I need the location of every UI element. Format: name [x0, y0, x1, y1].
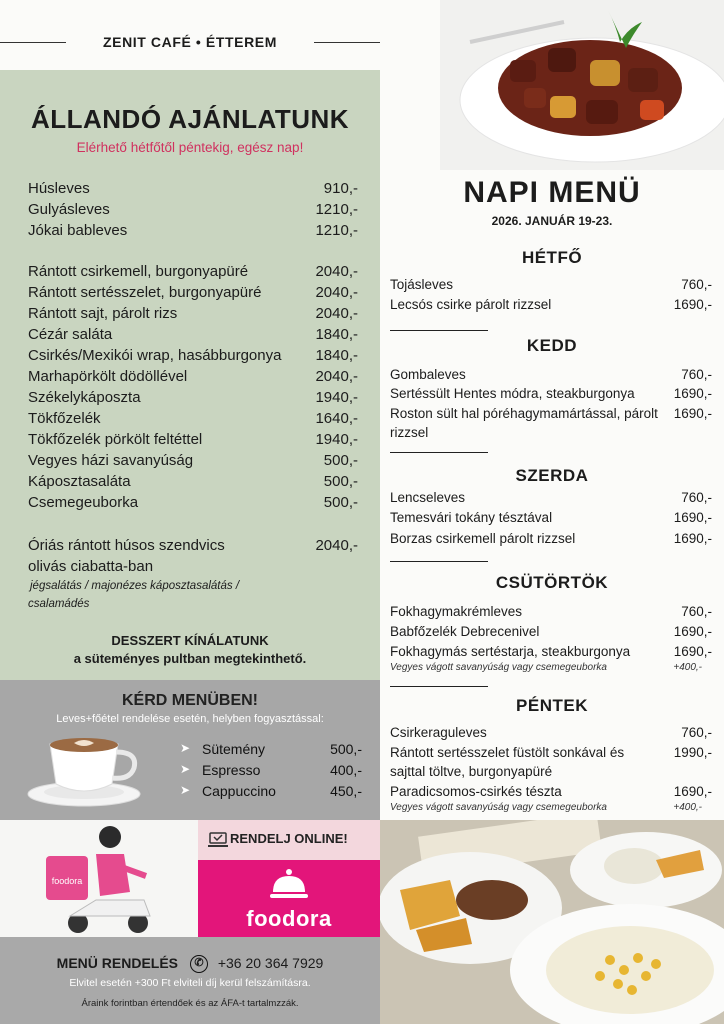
daily-item-price: 760,- — [681, 490, 712, 505]
menu-item-name: Jókai bableves — [28, 222, 128, 239]
menu-item-name: Székelykáposzta — [28, 389, 141, 406]
daily-item — [390, 529, 712, 548]
side-note-text: Vegyes vágott savanyúság vagy csemegeuborka — [390, 662, 607, 673]
day-divider — [390, 452, 488, 453]
dessert-info — [0, 632, 380, 668]
daily-item — [390, 622, 712, 641]
menu-item-price: 2040,- — [315, 284, 358, 301]
menu-item-price: 1940,- — [315, 389, 358, 406]
dessert-title: DESSZERT KÍNÁLATUNK — [111, 633, 269, 648]
menu-item — [28, 284, 358, 305]
combo-subtitle: Leves+főétel rendelése esetén, helyben fogyasztással: — [56, 713, 324, 725]
day-heading-tuesday: KEDD — [526, 336, 578, 355]
daily-menu-date: 2026. JANUÁR 19-23. — [491, 214, 613, 228]
menu-item — [28, 326, 358, 347]
phone-icon: ✆ — [190, 955, 208, 973]
brand-line-right — [314, 42, 380, 43]
courier-illustration — [0, 820, 198, 937]
sandwich-item — [28, 537, 358, 558]
daily-item — [390, 404, 712, 442]
menu-item-price: 1640,- — [315, 410, 358, 427]
daily-item-price: 1690,- — [673, 644, 712, 659]
daily-item-name: Babfőzelék Debrecenivel — [390, 624, 540, 639]
daily-item — [390, 642, 712, 661]
daily-item-name: Fokhagymakrémleves — [390, 604, 523, 619]
sandwich-detail — [28, 558, 358, 579]
menu-item-name: Húsleves — [28, 180, 90, 197]
menu-item-name: Gulyásleves — [28, 201, 110, 218]
menu-item-name: Csemegeuborka — [28, 494, 139, 511]
combo-item-name: Sütemény — [202, 741, 266, 757]
daily-item-price: 1690,- — [673, 784, 712, 799]
menu-item-price: 2040,- — [315, 305, 358, 322]
laptop-order-icon — [208, 830, 228, 850]
day-heading-friday: PÉNTEK — [516, 696, 588, 715]
beef-stew-image — [440, 0, 724, 170]
combo-item — [180, 783, 362, 803]
daily-item-name: Lecsós csirke párolt rizzsel — [390, 297, 552, 312]
svg-text:foodora: foodora — [51, 876, 83, 886]
menu-item-price: 1840,- — [315, 326, 358, 343]
delivery-courier-icon — [0, 820, 198, 937]
daily-item-price: 760,- — [681, 604, 712, 619]
vat-note: Áraink forintban értendőek és az ÁFA-t tartalmzzák. — [81, 998, 299, 1009]
combo-item-name: Cappuccino — [202, 783, 276, 799]
daily-item-name: Tojásleves — [390, 277, 454, 292]
stew-photo — [440, 0, 724, 170]
delivery-fee-note: Elvitel esetén +300 Ft elviteli díj kerül felszámításra. — [69, 977, 311, 989]
sandwich-price: 2040,- — [315, 537, 358, 554]
menu-item-price: 500,- — [323, 473, 358, 490]
daily-side-note — [390, 802, 702, 813]
daily-item-price: 1690,- — [673, 297, 712, 312]
combo-title: KÉRD MENÜBEN! — [122, 692, 258, 709]
day-divider — [390, 330, 488, 331]
menu-item — [28, 410, 358, 431]
coffee-cup-icon — [22, 730, 152, 812]
combo-item — [180, 762, 362, 782]
menu-item-price: 2040,- — [315, 368, 358, 385]
daily-item — [390, 295, 712, 314]
dishes-photo — [380, 820, 724, 1024]
menu-item-name: Tökfőzelék pörkölt feltéttel — [28, 431, 203, 448]
menu-item-price: 910,- — [323, 180, 358, 197]
menu-item — [28, 305, 358, 326]
menu-item — [28, 389, 358, 410]
daily-item-name: Borzas csirkemell párolt rizzsel — [390, 531, 576, 546]
side-note-price: +400,- — [673, 662, 702, 673]
menu-item — [28, 201, 358, 222]
menu-item-name: Rántott sertésszelet, burgonyapüré — [28, 284, 262, 301]
combo-item-name: Espresso — [202, 762, 261, 778]
permanent-subtitle: Elérhető hétfőtől péntekig, egész nap! — [76, 140, 304, 155]
phone-order-line — [0, 955, 380, 973]
daily-item-price: 1690,- — [673, 406, 712, 421]
menu-item — [28, 431, 358, 452]
menu-item-name: Cézár saláta — [28, 326, 113, 343]
daily-item-name: Sertéssült Hentes módra, steakburgonya — [390, 386, 635, 401]
menu-item-price: 2040,- — [315, 263, 358, 280]
daily-item-price: 760,- — [681, 277, 712, 292]
day-heading-monday: HÉTFŐ — [521, 248, 583, 267]
daily-item — [390, 488, 712, 507]
daily-item-price: 760,- — [681, 367, 712, 382]
daily-item-price: 1690,- — [673, 386, 712, 401]
daily-item-name: Fokhagymás sertéstarja, steakburgonya — [390, 644, 631, 659]
side-note-price: +400,- — [673, 802, 702, 813]
order-online-link[interactable] — [198, 820, 380, 860]
daily-item-name: Roston sült hal póréhagymamártással, párolt rizzsel — [390, 406, 658, 440]
menu-item — [28, 494, 358, 515]
menu-item — [28, 452, 358, 473]
menu-item-price: 1940,- — [315, 431, 358, 448]
brand-name: ZENIT CAFÉ • ÉTTEREM — [102, 34, 277, 50]
chevron-right-icon: ➤ — [180, 783, 191, 797]
daily-side-note — [390, 662, 702, 673]
daily-item — [390, 508, 712, 527]
menu-item — [28, 347, 358, 368]
combo-item — [180, 741, 362, 761]
daily-item-price: 1690,- — [673, 531, 712, 546]
foodora-button[interactable] — [198, 860, 380, 937]
combo-item-price: 500,- — [330, 741, 362, 757]
sandwich-name: Óriás rántott húsos szendvics — [28, 537, 225, 554]
side-note-text: Vegyes vágott savanyúság vagy csemegeuborka — [390, 802, 607, 813]
dessert-subtitle: a süteményes pultban megtekinthető. — [73, 651, 307, 666]
menu-item-name: Rántott csirkemell, burgonyapüré — [28, 263, 249, 280]
menu-item — [28, 180, 358, 201]
day-heading-wednesday: SZERDA — [515, 466, 589, 485]
menu-item — [28, 368, 358, 389]
daily-item — [390, 384, 712, 403]
permanent-title: ÁLLANDÓ AJÁNLATUNK — [30, 104, 350, 134]
menu-item-name: Rántott sajt, párolt rizs — [28, 305, 178, 322]
daily-item — [390, 743, 712, 781]
menu-item-price: 500,- — [323, 494, 358, 511]
sandwich-note-2: csalamádés — [28, 598, 90, 610]
sandwich-note-1: jégsalátás / majonézes káposztasalátás / — [30, 580, 240, 592]
daily-item-name: Csirkeraguleves — [390, 725, 487, 740]
daily-item — [390, 365, 712, 384]
daily-item-price: 1690,- — [673, 624, 712, 639]
plated-dishes-image — [380, 820, 724, 1024]
menu-item — [28, 263, 358, 284]
daily-item-name: Gombaleves — [390, 367, 466, 382]
order-online-label: RENDELJ ONLINE! — [230, 831, 348, 846]
daily-item-name: Paradicsomos-csirkés tészta — [390, 784, 562, 799]
daily-item-name: Temesvári tokány tésztával — [390, 510, 553, 525]
combo-item-price: 400,- — [330, 762, 362, 778]
menu-item-price: 1210,- — [315, 222, 358, 239]
daily-item-price: 1690,- — [673, 510, 712, 525]
menu-item-name: Káposztasaláta — [28, 473, 131, 490]
menu-item-price: 1840,- — [315, 347, 358, 364]
combo-item-price: 450,- — [330, 783, 362, 799]
chevron-right-icon: ➤ — [180, 762, 191, 776]
menu-item-name: Marhapörkölt dödöllével — [28, 368, 188, 385]
chevron-right-icon: ➤ — [180, 741, 191, 755]
phone-order-label: MENÜ RENDELÉS — [56, 955, 179, 971]
menu-item — [28, 222, 358, 243]
day-divider — [390, 686, 488, 687]
menu-item — [28, 473, 358, 494]
daily-item — [390, 723, 712, 742]
daily-menu-title: NAPI MENÜ — [463, 176, 641, 209]
foodora-label: foodora — [246, 906, 332, 931]
menu-item-name: Tökfőzelék — [28, 410, 101, 427]
day-divider — [390, 561, 488, 562]
daily-item — [390, 275, 712, 294]
daily-item — [390, 782, 712, 801]
daily-item-price: 1990,- — [673, 745, 712, 760]
day-heading-thursday: CSÜTÖRTÖK — [495, 573, 609, 592]
menu-item-name: Vegyes házi savanyúság — [28, 452, 194, 469]
daily-item-price: 760,- — [681, 725, 712, 740]
menu-item-price: 500,- — [323, 452, 358, 469]
menu-item-name: Csirkés/Mexikói wrap, hasábburgonya — [28, 347, 282, 364]
cloche-icon — [269, 866, 309, 904]
daily-item — [390, 602, 712, 621]
daily-item-name: Lencseleves — [390, 490, 466, 505]
brand-header — [0, 30, 380, 56]
menu-item-price: 1210,- — [315, 201, 358, 218]
sandwich-bread: olivás ciabatta-ban — [28, 558, 154, 575]
daily-item-name: Rántott sertésszelet füstölt sonkával és sajttal töltve, burgonyapüré — [390, 745, 625, 779]
phone-number[interactable]: +36 20 364 7929 — [217, 955, 324, 971]
